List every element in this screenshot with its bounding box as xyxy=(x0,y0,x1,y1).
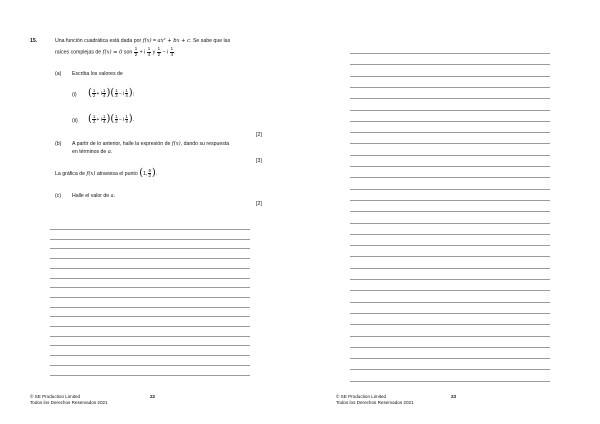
answer-line[interactable] xyxy=(350,155,550,156)
right-page xyxy=(300,0,600,424)
answer-line[interactable] xyxy=(350,53,550,54)
answer-line[interactable] xyxy=(350,132,550,133)
part-b-marks: [3] xyxy=(256,158,262,164)
answer-line[interactable] xyxy=(350,279,550,280)
answer-line[interactable] xyxy=(50,248,250,249)
answer-line[interactable] xyxy=(350,347,550,348)
answer-line[interactable] xyxy=(50,268,250,269)
part-b-label: (b) xyxy=(55,141,62,147)
answer-line[interactable] xyxy=(350,166,550,167)
footer-copyright: © SE Production Limited xyxy=(336,394,387,399)
answer-line[interactable] xyxy=(350,211,550,212)
answer-line[interactable] xyxy=(350,381,550,382)
answer-line[interactable] xyxy=(350,223,550,224)
root2-real-fraction: $\frac{1}{2}$ xyxy=(157,46,161,57)
answer-line[interactable] xyxy=(50,229,250,230)
answer-line[interactable] xyxy=(50,297,250,298)
part-c-label: (c) xyxy=(55,193,62,199)
fx-expression-lhs: f(x) xyxy=(142,38,152,44)
answer-line[interactable] xyxy=(350,234,550,235)
part-c-text: Halle el valor de a. xyxy=(72,193,116,199)
answer-line[interactable] xyxy=(350,76,550,77)
answer-line[interactable] xyxy=(350,336,550,337)
answer-line[interactable] xyxy=(350,200,550,201)
answer-line[interactable] xyxy=(50,355,250,356)
part-c-marks: [2] xyxy=(256,201,262,207)
fx-expression-rhs: ax² + bx + c xyxy=(157,38,191,44)
footer-rights: Todos los Derechos Reservados 2021 xyxy=(336,400,414,405)
footer-rights: Todos los Derechos Reservados 2021 xyxy=(30,400,108,405)
answer-line[interactable] xyxy=(350,245,550,246)
part-a-i-label: (i) xyxy=(72,92,77,98)
answer-line[interactable] xyxy=(50,365,250,366)
part-b-text-line-1: A partir de lo anterior, halle la expresión de f(x), dando su respuesta xyxy=(72,141,230,147)
answer-line[interactable] xyxy=(350,121,550,122)
answer-line[interactable] xyxy=(350,324,550,325)
page-number: 23 xyxy=(451,394,457,399)
answer-line[interactable] xyxy=(350,313,550,314)
answer-line[interactable] xyxy=(350,143,550,144)
answer-line[interactable] xyxy=(50,345,250,346)
answer-line[interactable] xyxy=(50,336,250,337)
answer-line[interactable] xyxy=(50,278,250,279)
answer-line[interactable] xyxy=(350,177,550,178)
answer-line[interactable] xyxy=(350,110,550,111)
graph-statement: La gráfica de f(x) atraviesa el punto (1, $\frac{9}{2}$ ). xyxy=(55,167,158,179)
answer-line[interactable] xyxy=(350,98,550,99)
part-a-text: Escriba los valores de xyxy=(72,71,123,77)
fx-equation: f(x) = 0 xyxy=(102,49,123,56)
part-b-text-line-2: en términos de a. xyxy=(72,149,113,155)
answer-line[interactable] xyxy=(50,239,250,240)
answer-line[interactable] xyxy=(50,258,250,259)
answer-line[interactable] xyxy=(350,358,550,359)
part-a-i-expression: ( $\frac{1}{2}$ + i $\frac{1}{4}$ )( $\frac{1}{2}$ − i $\frac{1}{4}$ ); xyxy=(88,87,135,99)
root1-imag-fraction: $\frac{1}{4}$ xyxy=(147,46,151,57)
answer-line[interactable] xyxy=(50,375,250,376)
answer-line[interactable] xyxy=(50,287,250,288)
answer-line[interactable] xyxy=(50,307,250,308)
root1-real-fraction: $\frac{1}{2}$ xyxy=(134,46,138,57)
part-a-marks: [2] xyxy=(256,132,262,138)
answer-line[interactable] xyxy=(350,189,550,190)
question-number: 15. xyxy=(30,38,38,44)
answer-line[interactable] xyxy=(50,316,250,317)
answer-line[interactable] xyxy=(350,256,550,257)
answer-line[interactable] xyxy=(350,369,550,370)
root2-imag-fraction: $\frac{1}{4}$ xyxy=(170,46,174,57)
answer-line[interactable] xyxy=(50,326,250,327)
answer-line[interactable] xyxy=(350,268,550,269)
question-intro-line-2: raíces complejas de f(x) = 0 son $\frac{1}{2}$ + i $\frac{1}{4}$ y $\frac{1}{2}$ − i $\frac{1}{4}$ . xyxy=(55,46,176,57)
part-a-ii-expression: ( $\frac{1}{2}$ + i $\frac{1}{4}$ )( $\frac{1}{2}$ − i $\frac{1}{4}$ ). xyxy=(88,113,135,125)
answer-line[interactable] xyxy=(350,64,550,65)
page-number: 22 xyxy=(150,394,156,399)
footer-copyright: © SE Production Limited xyxy=(30,394,81,399)
answer-line[interactable] xyxy=(350,87,550,88)
answer-line[interactable] xyxy=(350,302,550,303)
question-intro-line-1: Una función cuadrática está dada por f(x) = ax² + bx + c. Se sabe que las xyxy=(55,38,231,44)
answer-line[interactable] xyxy=(350,290,550,291)
part-a-label: (a) xyxy=(55,71,62,77)
part-a-ii-label: (ii) xyxy=(72,118,78,124)
